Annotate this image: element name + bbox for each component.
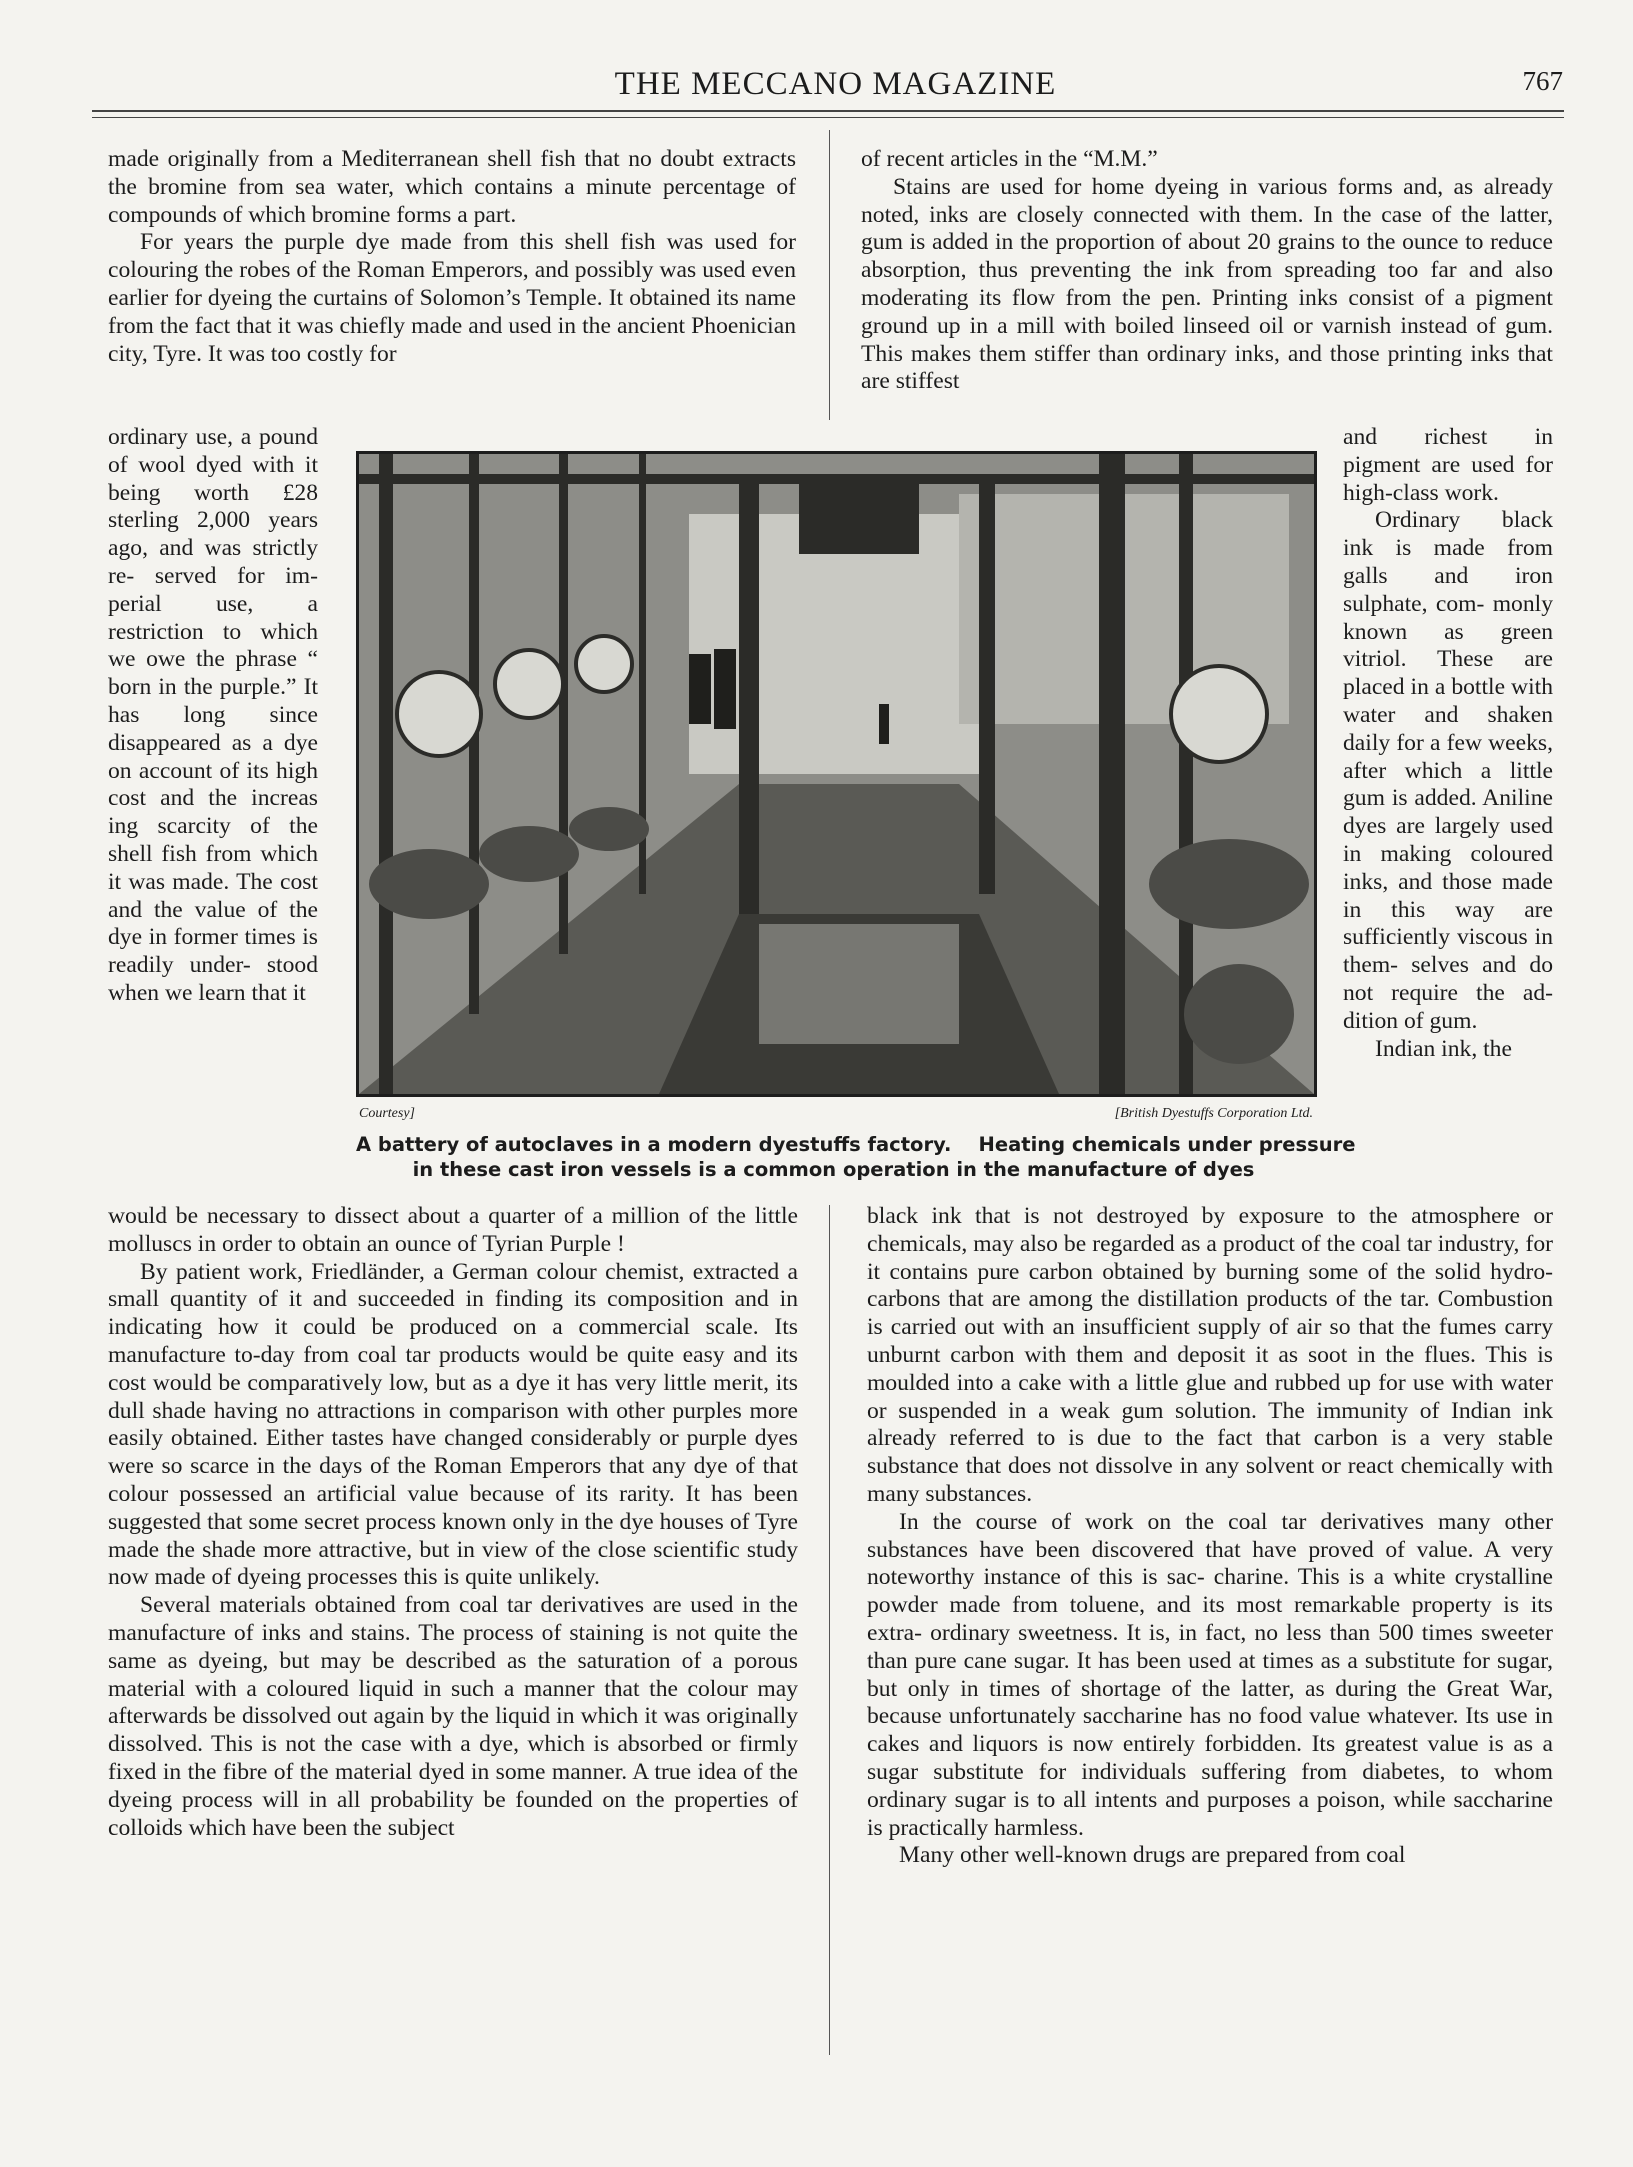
page-header [108,62,1563,112]
paragraph: Ordinary black ink is made from galls and iron sulphate, com- monly known as green vitriol. These are placed in a bottle with water and shaken daily for a few weeks, after which a little gum is added. Aniline dyes are largely used in making coloured inks, and those made in this way are sufficiently viscous in them- selves and do not require the ad- dition of gum. [1343,507,1553,1034]
paragraph: Many other well-known drugs are prepared from coal [899,1842,1406,1869]
paragraph: would be necessary to dissect about a quarter of a million of the little molluscs in order to obtain an ounce of Tyrian Purple ! [108,1203,798,1257]
paragraph: ordinary use, a pound of wool dyed with it being worth £28 sterling 2,000 years ago, and was strictly re- served for im- perial use, a restriction to which we owe the phrase “ born in the purple.” It has long since disappeared as a dye on account of its high cost and the increas ing scarcity of the shell fish from which it was made. The cost and the value of the dye in former times is readily under- stood when we learn that it [108,424,318,1006]
header-rule-thin [92,117,1564,118]
factory-illustration [359,454,1314,1094]
left-column-top [108,146,796,368]
factory-photograph [356,451,1317,1097]
paragraph: and richest in pigment are used for high-class work. [1343,424,1553,506]
photo-credit-left: Courtesy] [359,1106,415,1121]
right-column-bottom [867,1203,1553,1870]
column-divider-bottom [829,1205,830,2055]
paragraph: black ink that is not destroyed by exposure to the atmosphere or chemicals, may also be regarded as a product of the coal tar industry, for it contains pure carbon obtained by burning some of the solid hydro- carbons that are among the distillation products of the tar. Combustion is carried out with an insufficient supply of air so that the fumes carry unburnt carbon with them and deposit it as soot in the flues. This is moulded into a cake with a little glue and rubbed up for use with water or suspended in a weak gum solution. The immunity of Indian ink already referred to is due to the fact that carbon is a very stable substance that does not dissolve in any solvent or react chemically with many substances. [867,1203,1553,1507]
photo-credit-right: [British Dyestuffs Corporation Ltd. [1114,1106,1313,1121]
paragraph: of recent articles in the “M.M.” [861,146,1158,172]
left-narrow-column [108,424,318,1008]
paragraph: Stains are used for home dyeing in various forms and, as already noted, inks are closely connected with them. In the case of the latter, gum is added in the proportion of about 20 grains to the ounce to reduce absorption, thus preventing the ink from spreading too far and also moderating its flow from the pen. Printing inks consist of a pigment ground up in a mill with boiled linseed oil or varnish instead of gum. This makes them stiffer than ordinary inks, and those printing inks that are stiffest [861,173,1553,395]
header-rule [92,110,1564,112]
column-divider-top [829,130,830,420]
page-number: 767 [1522,66,1563,96]
left-column-bottom [108,1203,798,1842]
right-column-top [861,146,1553,396]
paragraph: Several materials obtained from coal tar derivatives are used in the manufacture of inks and stains. The process of staining is not quite the same as dyeing, but may be described as the saturation of a porous material with a coloured liquid in such a manner that the colour may afterwards be dissolved out again by the liquid in which it was originally dissolved. This is not the case with a dye, which is absorbed or firmly fixed in the fibre of the material dyed in some manner. A true idea of the dyeing process will in all probability be founded on the properties of colloids which have been the subject [108,1592,798,1841]
figure-caption [356,1132,1356,1182]
paragraph: In the course of work on the coal tar derivatives many other substances have been discovered that have proved of value. A very noteworthy instance of this is sac- charine. This is a white crystalline powder made from toluene, and its most remarkable property is its extra- ordinary sweetness. It is, in fact, no less than 500 times sweeter than pure cane sugar. It has been used at times as a substitute for sugar, but only in times of shortage of the latter, as during the Great War, because unfortunately saccharine has no food value whatever. Its use in cakes and liquors is now entirely forbidden. Its greatest value is as a sugar substitute for individuals suffering from diabetes, to whom ordinary sugar is to all intents and purposes a poison, while saccharine is practically harmless. [867,1508,1553,1841]
paragraph: made originally from a Mediterranean shell fish that no doubt extracts the bromine from sea water, which contains a minute percentage of compounds of which bromine forms a part. [108,146,796,228]
caption-line: in these cast iron vessels is a common operation in the manufacture of dyes [412,1158,1255,1181]
right-narrow-column [1343,424,1553,1063]
paragraph: Indian ink, the [1375,1035,1512,1062]
caption-line: A battery of autoclaves in a modern dyestuffs factory. Heating chemicals under pressure [356,1133,1356,1156]
magazine-title: THE MECCANO MAGAZINE [614,66,1057,102]
paragraph: By patient work, Friedländer, a German colour chemist, extracted a small quantity of it and succeeded in finding its composition and in indicating how it could be produced on a commercial scale. Its manufacture to-day from coal tar products would be quite easy and its cost would be comparatively low, but as a dye it has very little merit, its dull shade having no attractions in comparison with other purples more easily obtained. Either tastes have changed considerably or purple dyes were so scarce in the days of the Roman Emperors that any dye of that colour possessed an artificial value because of its rarity. It has been suggested that some secret process known only in the dye houses of Tyre made the shade more attractive, but in view of the close scientific study now made of dyeing processes this is quite unlikely. [108,1258,798,1591]
paragraph: For years the purple dye made from this shell fish was used for colouring the robes of the Roman Emperors, and possibly was used even earlier for dyeing the curtains of Solomon’s Temple. It obtained its name from the fact that it was chiefly made and used in the ancient Phoenician city, Tyre. It was too costly for [108,229,796,367]
